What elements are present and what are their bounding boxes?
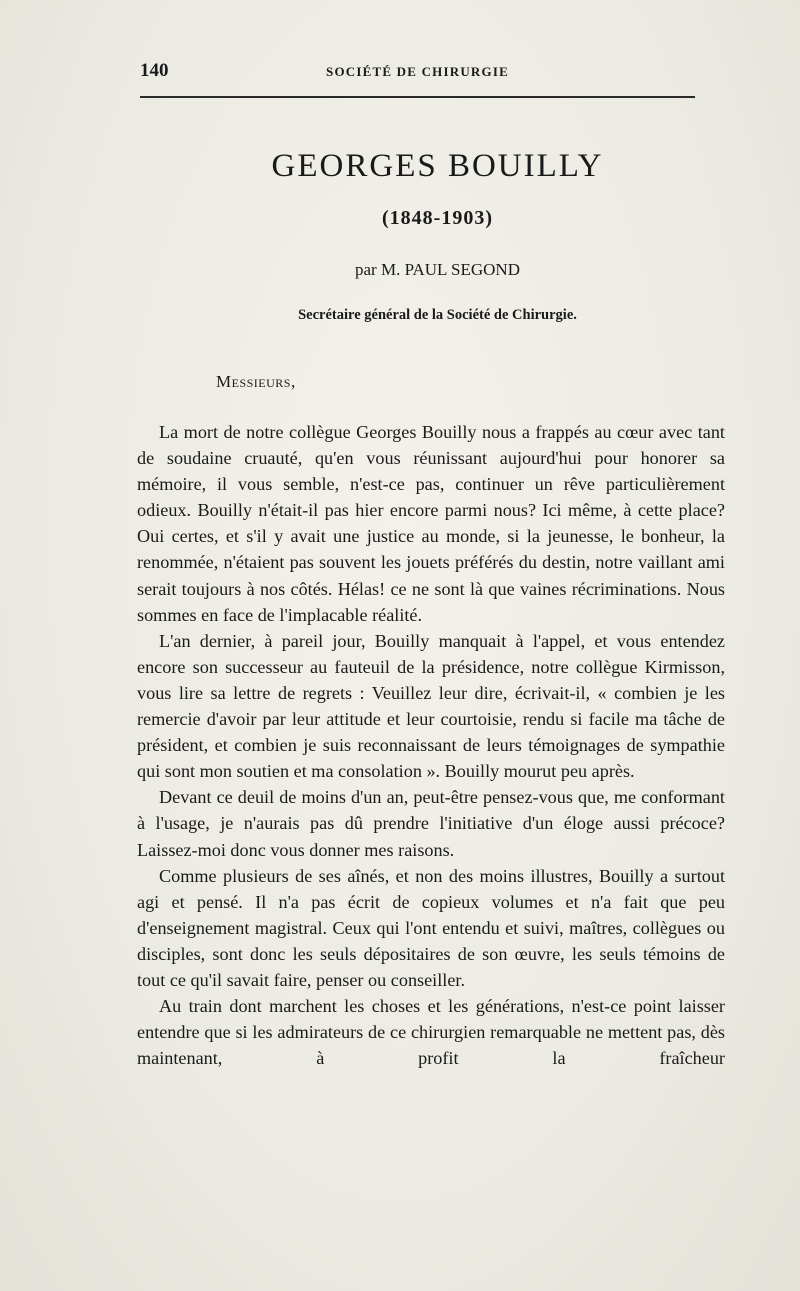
paragraph: L'an dernier, à pareil jour, Bouilly manquait à l'appel, et vous entendez encore son successeur au fauteuil de la présidence, notre collègue Kirmisson, vous lire sa lettre de regrets : Veuillez leur dire, écrivait-il, « combien je les remercie d'avoir par leur attitude et leur courtoisie, rendu si facile ma tâche de président, et combien je suis reconnaissant de leurs témoignages de sympathie qui sont mon soutien et ma consolation ». Bouilly mourut peu après.	[137, 630, 725, 782]
paragraph: Au train dont marchent les choses et les générations, n'est-ce point laisser entendre que si les admirateurs de ce chirurgien remarquable ne mettent pas, dès maintenant, à profit la fraîcheur	[137, 996, 725, 1069]
journal-name: SOCIÉTÉ DE CHIRURGIE	[326, 64, 509, 79]
author-affiliation: Secrétaire général de la Société de Chirurgie.	[298, 307, 577, 323]
life-dates: (1848-1903)	[382, 207, 493, 229]
paragraph: La mort de notre collègue Georges Bouilly nous a frappés au cœur avec tant de soudaine cruauté, qu'en vous réunissant aujourd'hui pour honorer sa mémoire, il vous semble, n'est-ce pas, continuer un rêve particulièrement odieux. Bouilly n'était-il pas hier encore parmi nous? Ici même, à cette place? Oui certes, et s'il y avait une justice au monde, si la jeunesse, le bonheur, la renommée, n'étaient pas souvent les jouets préférés du destin, notre vaillant ami serait toujours à nos côtés. Hélas! ce ne sont là que vaines récriminations. Nous sommes en face de l'implacable réalité.	[137, 422, 725, 625]
header-rule	[140, 96, 695, 98]
page-number: 140	[140, 60, 169, 81]
body-text	[137, 419, 725, 1071]
byline: par M. PAUL SEGOND	[355, 260, 520, 279]
paragraph: Comme plusieurs de ses aînés, et non des moins illustres, Bouilly a surtout agi et pensé. Il n'a pas écrit de copieux volumes et n'a fait que peu d'enseignement magistral. Ceux qui l'ont entendu et suivi, maîtres, collègues ou disciples, sont donc les seuls dépositaires de son œuvre, les seuls témoins de tout ce qu'il savait faire, penser ou conseiller.	[137, 865, 725, 990]
article-title: GEORGES BOUILLY	[271, 148, 604, 184]
paragraph: Devant ce deuil de moins d'un an, peut-être pensez-vous que, me conformant à l'usage, je n'aurais pas dû prendre l'initiative d'un éloge aussi précoce? Laissez-moi donc vous donner mes raisons.	[137, 787, 725, 860]
salutation: Messieurs,	[216, 372, 296, 391]
running-head	[140, 60, 695, 82]
